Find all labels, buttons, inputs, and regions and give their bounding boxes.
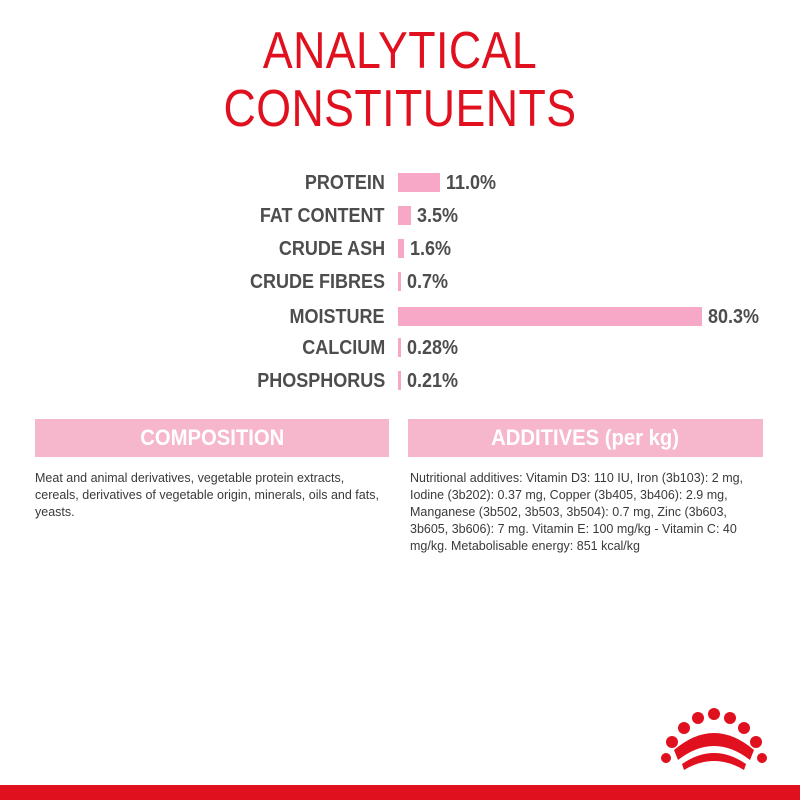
constituent-value: 80.3% — [707, 306, 759, 328]
constituent-row — [0, 303, 800, 331]
constituent-value: 0.28% — [407, 337, 459, 359]
constituent-label: CALCIUM — [302, 337, 385, 359]
constituent-row — [0, 235, 800, 263]
composition-header — [35, 419, 389, 457]
constituent-label: PROTEIN — [304, 172, 385, 194]
constituent-bar — [398, 371, 401, 390]
royal-canin-crown-icon — [658, 706, 770, 776]
constituent-label: PHOSPHORUS — [256, 370, 385, 392]
additives-heading: ADDITIVES (per kg) — [491, 425, 680, 450]
additives-text: Nutritional additives: Vitamin D3: 110 IU, Iron (3b103): 2 mg, Iodine (3b202): 0.37 mg, Copper (3b405, 3b406): 2.9 mg, Manganese (3b502, 3b503, 3b504): 0.7 mg, Zinc (3b603, 3b605, 3b606): 7 mg. Vitamin E: 100 mg/kg - Vitamin C: 40 mg/kg. Metabolisable energy: 851 kcal/kg — [410, 471, 744, 553]
constituent-bar — [398, 272, 401, 291]
constituent-bar — [398, 307, 702, 326]
constituent-bar — [398, 239, 404, 258]
constituent-value: 1.6% — [410, 238, 452, 260]
constituent-value: 0.7% — [407, 271, 449, 293]
constituent-value: 3.5% — [417, 205, 459, 227]
constituent-label: CRUDE ASH — [278, 238, 385, 260]
title-line-2: CONSTITUENTS — [223, 80, 577, 138]
constituent-bar — [398, 206, 411, 225]
constituent-label: MOISTURE — [289, 306, 385, 328]
constituent-bar — [398, 338, 401, 357]
constituent-row — [0, 367, 800, 395]
composition-text: Meat and animal derivatives, vegetable protein extracts, cereals, derivatives of vegetable origin, minerals, oils and fats, yeasts. — [35, 471, 379, 519]
constituent-value: 0.21% — [407, 370, 459, 392]
title-line-1: ANALYTICAL — [262, 22, 538, 80]
constituent-label: CRUDE FIBRES — [249, 271, 385, 293]
constituent-row — [0, 202, 800, 230]
constituent-row — [0, 334, 800, 362]
constituent-value: 11.0% — [445, 172, 496, 194]
composition-heading: COMPOSITION — [140, 425, 284, 450]
constituent-row — [0, 268, 800, 296]
constituent-label: FAT CONTENT — [260, 205, 385, 227]
brand-band — [0, 785, 800, 800]
additives-header — [408, 419, 763, 457]
constituent-bar — [398, 173, 440, 192]
constituent-row — [0, 169, 800, 197]
